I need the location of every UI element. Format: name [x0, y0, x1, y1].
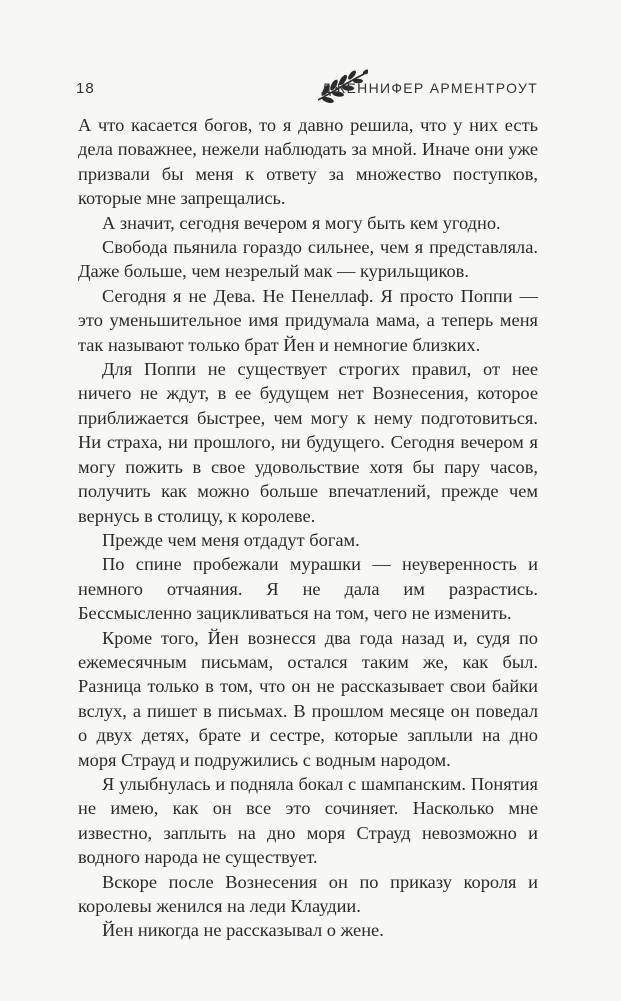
page-header [76, 76, 538, 106]
paragraph-9: Я улыбнулась и подняла бокал с шампанским. Понятия не имею, как он все это сочиняет. Насколько мне известно, заплыть на дно моря Страуд невозможно и водного народа не существует. [78, 773, 538, 868]
paragraph-3: Свобода пьянила гораздо сильнее, чем я представляла. Даже больше, чем незрелый мак — курильщиков. [78, 237, 538, 282]
paragraph-8: Кроме того, Йен вознесся два года назад и, судя по ежемесячным письмам, остался таким же, как был. Разница только в том, что он не рассказывает свои байки вслух, а пишет в письмах. В прошлом месяце он поведал о двух детях, брате и сестре, которые заплыли на дно моря Страуд и подружились с водным народом. [78, 627, 538, 770]
paragraph-1: А что касается богов, то я давно решила, что у них есть дела поважнее, нежели наблюдать за мной. Иначе они уже призвали бы меня к ответу за множество поступков, которые мне запрещались. [78, 115, 538, 209]
paragraph-10: Вскоре после Вознесения он по приказу короля и королевы женился на леди Клаудии. [78, 871, 538, 916]
body-text [78, 113, 538, 943]
paragraph-4: Сегодня я не Дева. Не Пенеллаф. Я просто Поппи — это уменьшительное имя придумала мама, а теперь меня так называют только брат Йен и немногие близких. [78, 285, 538, 355]
page-number: 18 [76, 80, 95, 97]
running-head-author: ДЖЕННИФЕР АРМЕНТРОУТ [321, 80, 538, 96]
paragraph-2: А значит, сегодня вечером я могу быть кем угодно. [102, 212, 501, 233]
paragraph-5: Для Поппи не существует строгих правил, от нее ничего не ждут, в ее будущем нет Вознесения, которое приближается быстрее, чем могу к нему подготовиться. Ни страха, ни прошлого, ни будущего. Сегодня вечером я могу пожить в свое удовольствие хотя бы пару часов, получить как можно больше впечатлений, прежде чем вернусь в столицу, к королеве. [78, 359, 538, 526]
paragraph-6: Прежде чем меня отдадут богам. [102, 529, 360, 550]
paragraph-11: Йен никогда не рассказывал о жене. [102, 920, 384, 941]
paragraph-7: По спине пробежали мурашки — неуверенность и немного отчаяния. Я не дала им разрастись. Бессмысленно зацикливаться на том, чего не изменить. [78, 554, 538, 624]
